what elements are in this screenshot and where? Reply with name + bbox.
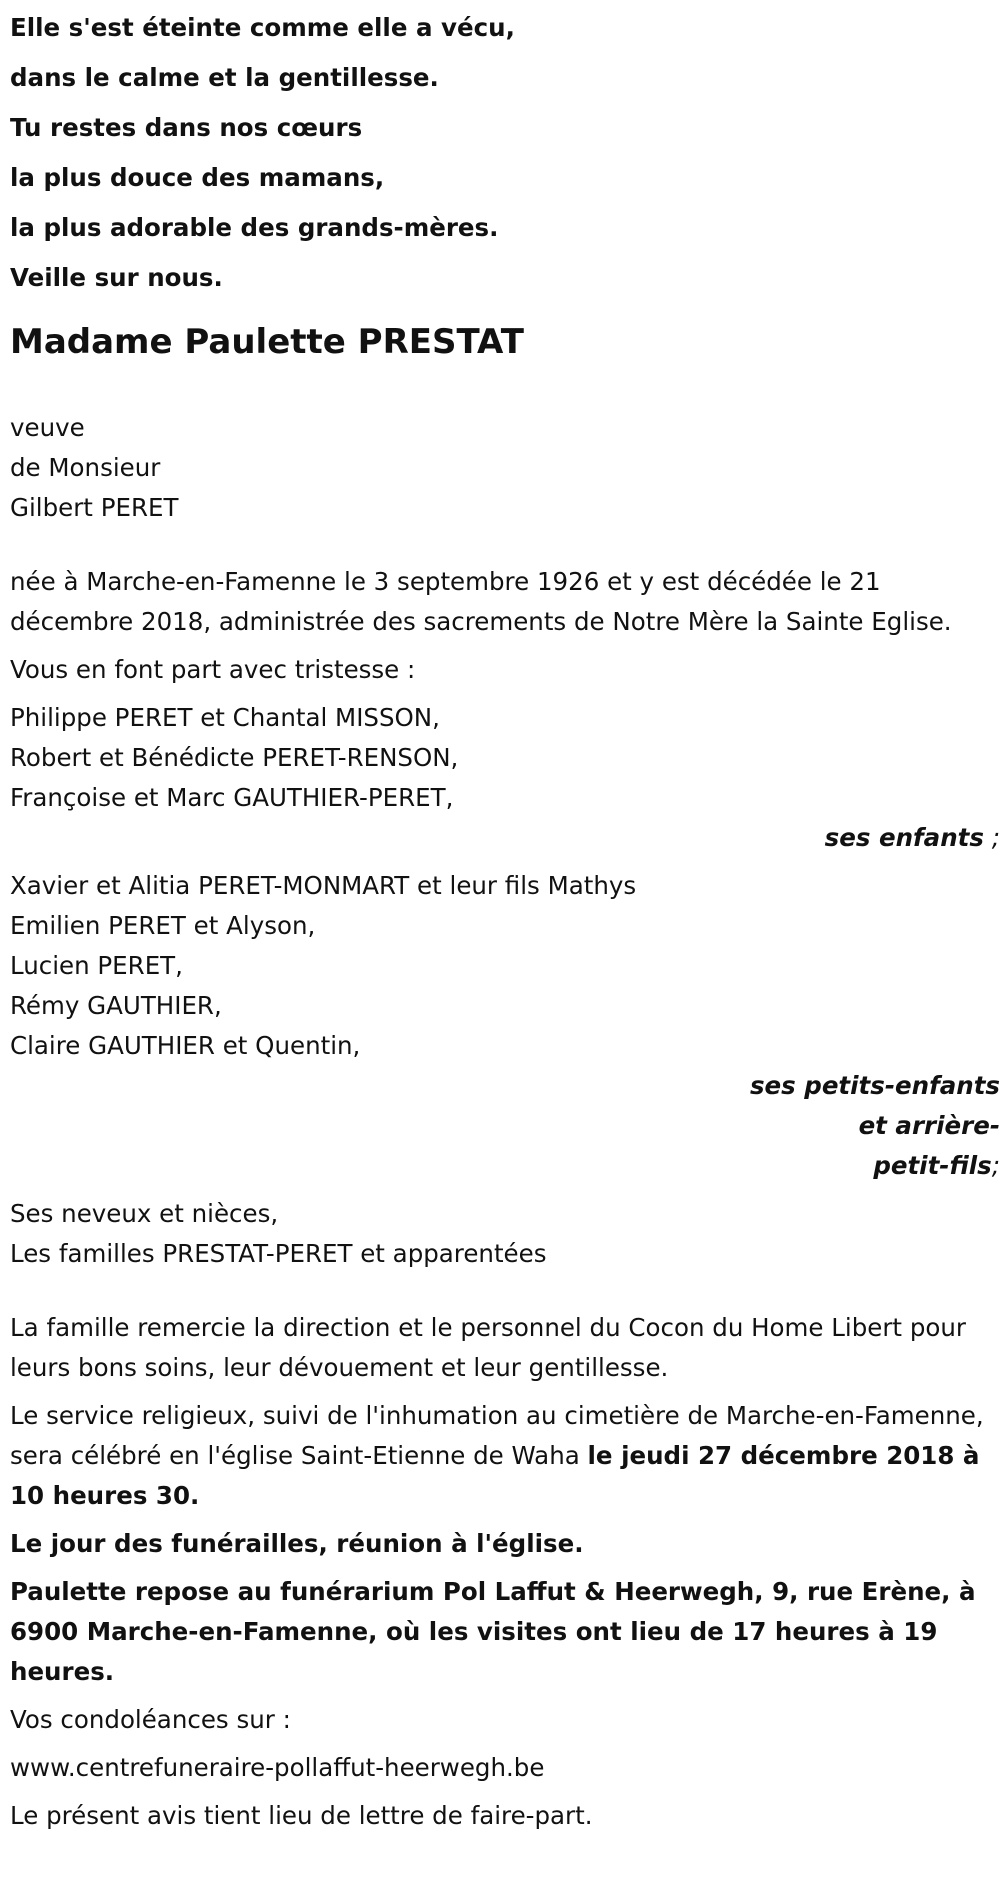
service-text — [10, 1396, 1000, 1516]
spouse-line: de Monsieur — [10, 453, 161, 482]
spouse-line: veuve — [10, 413, 85, 442]
relatives-entry: Les familles PRESTAT-PERET et apparentées — [10, 1239, 547, 1268]
grandchildren-list — [10, 866, 1000, 1066]
poem-line: la plus douce des mamans, — [10, 163, 385, 192]
children-list — [10, 698, 1000, 818]
thanks-text: La famille remercie la direction et le personnel du Cocon du Home Libert pour leurs bons soins, leur dévouement et leur gentillesse. — [10, 1313, 966, 1382]
children-label — [10, 818, 1000, 858]
deceased-name: Madame Paulette PRESTAT — [10, 322, 524, 362]
spouse-line: Gilbert PERET — [10, 493, 179, 522]
service-date-text: le jeudi 27 décembre 2018 à 10 heures 30. — [10, 1441, 980, 1510]
poem-line: Tu restes dans nos cœurs — [10, 113, 363, 142]
poem — [10, 8, 1000, 298]
grandchildren-label-line: et arrière- — [858, 1111, 1000, 1140]
website-link[interactable]: www.centrefuneraire-pollaffut-heerwegh.be — [10, 1753, 545, 1782]
poem-line: Elle s'est éteinte comme elle a vécu, — [10, 13, 515, 42]
announce-text: Vous en font part avec tristesse : — [10, 655, 416, 684]
grandchild-entry: Xavier et Alitia PERET-MONMART et leur fils Mathys — [10, 871, 637, 900]
child-entry: Robert et Bénédicte PERET-RENSON, — [10, 743, 459, 772]
rest-text: Paulette repose au funérarium Pol Laffut & Heerwegh, 9, rue Erène, à 6900 Marche-en-Famenne, où les visites ont lieu de 17 heures à 19 heures. — [10, 1577, 976, 1686]
closing-text: Le présent avis tient lieu de lettre de faire-part. — [10, 1801, 593, 1830]
poem-line: la plus adorable des grands-mères. — [10, 213, 499, 242]
service-plain-text: Le service religieux, suivi de l'inhumation au cimetière de Marche-en-Famenne, sera célébré en l'église Saint-Etienne de Waha — [10, 1401, 984, 1470]
grandchildren-label-punct: ; — [991, 1151, 1000, 1180]
grandchild-entry: Lucien PERET, — [10, 951, 183, 980]
spouse-info — [10, 408, 1000, 528]
grandchildren-label-line: petit-fils — [873, 1151, 992, 1180]
grandchild-entry: Claire GAUTHIER et Quentin, — [10, 1031, 361, 1060]
grandchildren-label — [10, 1066, 1000, 1186]
grandchildren-label-line: ses petits-enfants — [749, 1071, 1000, 1100]
children-label-punct: ; — [983, 823, 1000, 852]
relatives-list — [10, 1194, 1000, 1274]
condolences-text: Vos condoléances sur : — [10, 1705, 291, 1734]
children-label-text: ses enfants — [824, 823, 984, 852]
website-text — [10, 1748, 1000, 1788]
relatives-entry: Ses neveux et nièces, — [10, 1199, 279, 1228]
grandchild-entry: Emilien PERET et Alyson, — [10, 911, 316, 940]
child-entry: Philippe PERET et Chantal MISSON, — [10, 703, 440, 732]
meeting-text: Le jour des funérailles, réunion à l'église. — [10, 1529, 584, 1558]
child-entry: Françoise et Marc GAUTHIER-PERET, — [10, 783, 454, 812]
poem-line: Veille sur nous. — [10, 263, 223, 292]
grandchild-entry: Rémy GAUTHIER, — [10, 991, 222, 1020]
birth-death-text: née à Marche-en-Famenne le 3 septembre 1926 et y est décédée le 21 décembre 2018, administrée des sacrements de Notre Mère la Sainte Eglise. — [10, 567, 952, 636]
poem-line: dans le calme et la gentillesse. — [10, 63, 439, 92]
